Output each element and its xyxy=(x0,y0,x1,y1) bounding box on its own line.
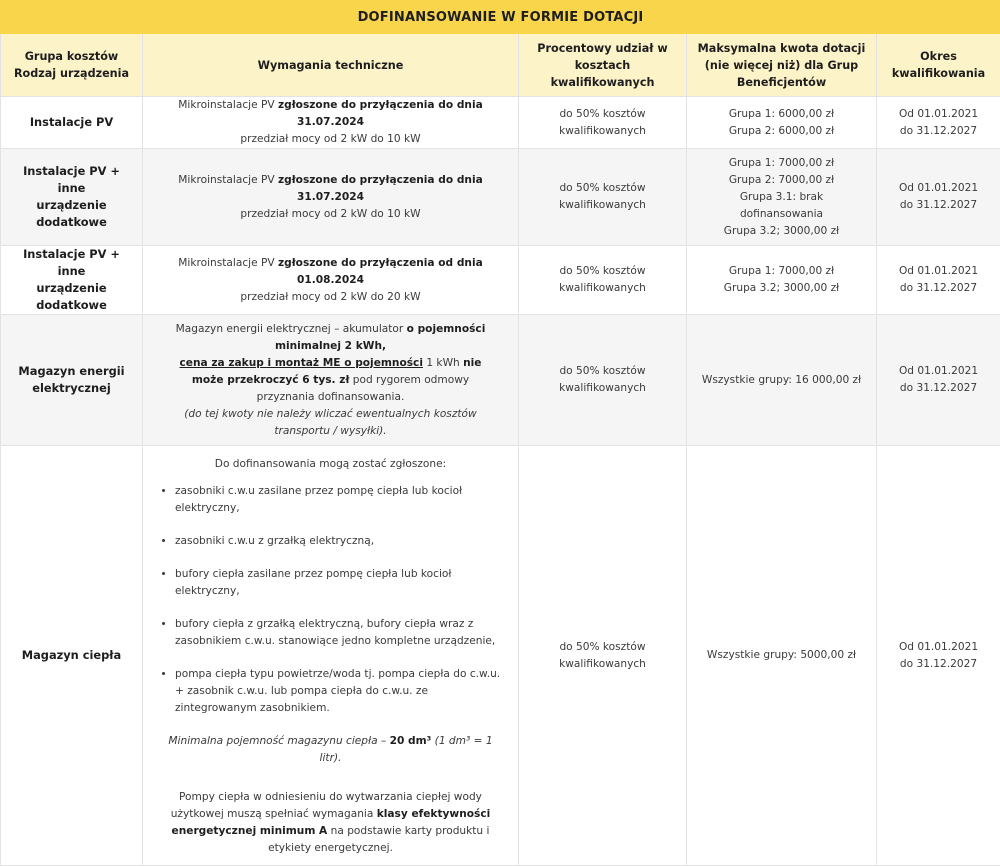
row-amount: Wszystkie grupy: 5000,00 zł xyxy=(687,446,877,866)
row-share: do 50% kosztów kwalifikowanych xyxy=(519,446,687,866)
row-share: do 50% kosztów kwalifikowanych xyxy=(519,97,687,149)
requirements-intro: Do dofinansowania mogą zostać zgłoszone: xyxy=(153,456,508,473)
efficiency-note: Pompy ciepła w odniesieniu do wytwarzania ciepłej wody użytkowej muszą spełniać wymagania klasy efektywności energetycznej minimum A na podstawie karty produktu i etykiety energetycznej. xyxy=(153,789,508,857)
list-item: • zasobniki c.w.u z grzałką elektryczną, xyxy=(175,533,508,550)
requirements-list xyxy=(153,483,508,717)
header-cost-group: Grupa kosztów Rodzaj urządzenia xyxy=(1,34,143,97)
row-period: Od 01.01.2021 do 31.12.2027 xyxy=(877,149,1000,246)
row-share: do 50% kosztów kwalifikowanych xyxy=(519,246,687,315)
list-item: • zasobniki c.w.u zasilane przez pompę ciepła lub kocioł elektryczny, xyxy=(175,483,508,517)
list-item: • bufory ciepła zasilane przez pompę ciepła lub kocioł elektryczny, xyxy=(175,566,508,600)
header-requirements: Wymagania techniczne xyxy=(143,34,519,97)
table-row xyxy=(1,97,1000,149)
row-name: Instalacje PV xyxy=(1,97,143,149)
row-requirements: Mikroinstalacje PV zgłoszone do przyłączenia do dnia 31.07.2024 przedział mocy od 2 kW do 10 kW xyxy=(143,149,519,246)
row-requirements xyxy=(143,446,519,866)
row-share: do 50% kosztów kwalifikowanych xyxy=(519,315,687,446)
row-name: Magazyn ciepła xyxy=(1,446,143,866)
row-name: Instalacje PV + inne urządzenie dodatkowe xyxy=(1,149,143,246)
row-requirements: Magazyn energii elektrycznej – akumulator o pojemności minimalnej 2 kWh, cena za zakup i montaż ME o pojemności 1 kWh nie może przekroczyć 6 tys. zł pod rygorem odmowy przyznania dofinansowania. (do tej kwoty nie należy wliczać ewentualnych kosztów transportu / wysyłki). xyxy=(143,315,519,446)
table-title: DOFINANSOWANIE W FORMIE DOTACJI xyxy=(1,1,1000,34)
row-requirements: Mikroinstalacje PV zgłoszone do przyłączenia do dnia 31.07.2024 przedział mocy od 2 kW do 10 kW xyxy=(143,97,519,149)
header-row xyxy=(1,34,1000,97)
row-amount: Grupa 1: 7000,00 zł Grupa 3.2; 3000,00 zł xyxy=(687,246,877,315)
row-amount: Grupa 1: 6000,00 zł Grupa 2: 6000,00 zł xyxy=(687,97,877,149)
row-amount: Wszystkie grupy: 16 000,00 zł xyxy=(687,315,877,446)
row-requirements: Mikroinstalacje PV zgłoszone do przyłączenia od dnia 01.08.2024 przedział mocy od 2 kW do 20 kW xyxy=(143,246,519,315)
header-period: Okres kwalifikowania xyxy=(877,34,1000,97)
list-item: • bufory ciepła z grzałką elektryczną, bufory ciepła wraz z zasobnikiem c.w.u. stanowiące jedno kompletne urządzenie, xyxy=(175,616,508,650)
row-period: Od 01.01.2021 do 31.12.2027 xyxy=(877,97,1000,149)
row-period: Od 01.01.2021 do 31.12.2027 xyxy=(877,246,1000,315)
row-name: Instalacje PV + inne urządzenie dodatkowe xyxy=(1,246,143,315)
table-row xyxy=(1,246,1000,315)
header-max-amount: Maksymalna kwota dotacji (nie więcej niż) dla Grup Beneficjentów xyxy=(687,34,877,97)
row-share: do 50% kosztów kwalifikowanych xyxy=(519,149,687,246)
row-period: Od 01.01.2021 do 31.12.2027 xyxy=(877,446,1000,866)
table-row xyxy=(1,446,1000,866)
row-name: Magazyn energii elektrycznej xyxy=(1,315,143,446)
table-row xyxy=(1,315,1000,446)
table-row xyxy=(1,149,1000,246)
row-period: Od 01.01.2021 do 31.12.2027 xyxy=(877,315,1000,446)
min-capacity-note: Minimalna pojemność magazynu ciepła – 20 dm³ (1 dm³ = 1 litr). xyxy=(161,733,500,767)
row-amount: Grupa 1: 7000,00 zł Grupa 2: 7000,00 zł Grupa 3.1: brak dofinansowania Grupa 3.2; 3000,00 zł xyxy=(687,149,877,246)
header-share: Procentowy udział w kosztach kwalifikowanych xyxy=(519,34,687,97)
list-item: • pompa ciepła typu powietrze/woda tj. pompa ciepła do c.w.u. + zasobnik c.w.u. lub pompa ciepła do c.w.u. ze zintegrowanym zasobnikiem. xyxy=(175,666,508,717)
